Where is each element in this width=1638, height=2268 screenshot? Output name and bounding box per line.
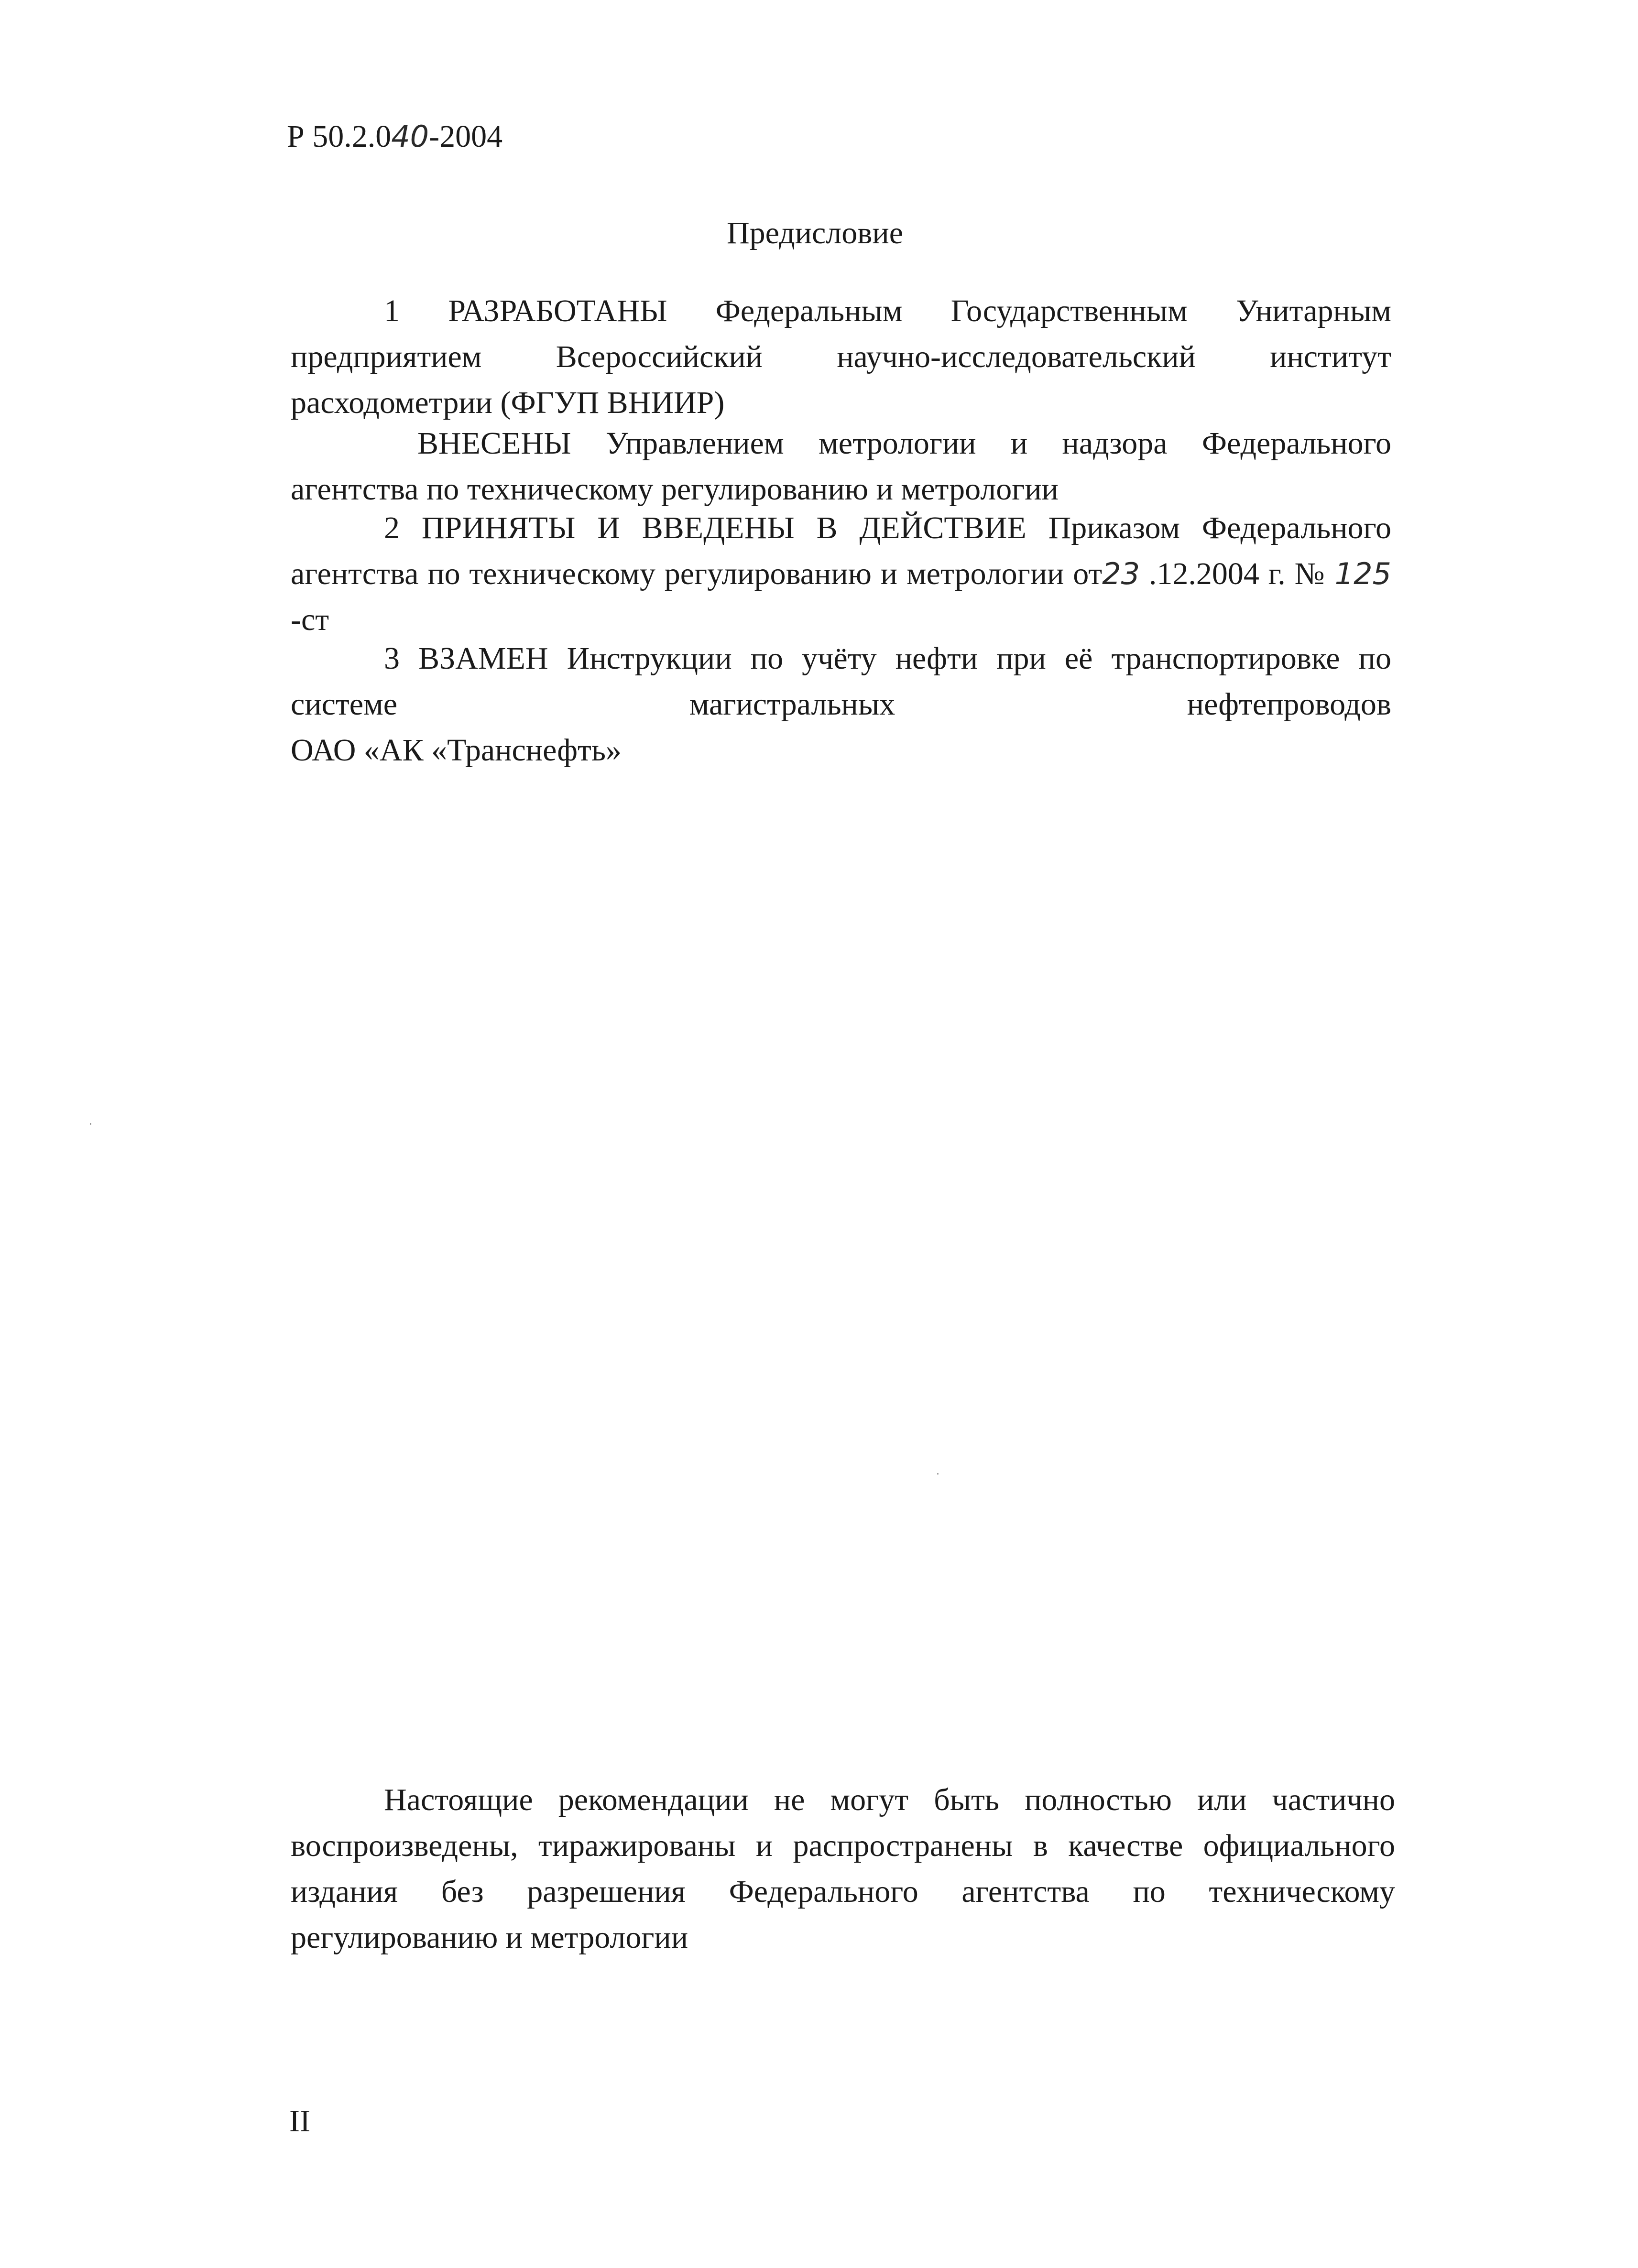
copyright-notice-text: Настоящие рекомендации не могут быть полностью или частично воспроизведены, тиражированы и распространены в качестве официального издания без разрешения Федерального агентства по техническому регулированию и метрологии xyxy=(291,1782,1395,1955)
document-number xyxy=(287,114,502,160)
copyright-notice xyxy=(291,1777,1395,1961)
item-developed xyxy=(291,288,1391,426)
doc-number-handwritten: 40 xyxy=(391,119,429,154)
item-adopted-date-day: 23 xyxy=(1102,556,1140,591)
scan-speck xyxy=(90,1123,91,1125)
item-adopted-date-prefix: от xyxy=(1073,556,1103,591)
doc-number-prefix: Р 50.2.0 xyxy=(287,119,392,154)
item-replaces-lead: 3 ВЗАМЕН xyxy=(384,641,548,676)
item-adopted-order-number: 125 xyxy=(1334,556,1391,591)
item-replaces-text: Инструкции по учёту нефти при её транспортировке по системе магистральных нефтепроводов xyxy=(291,641,1391,722)
item-adopted-text: Приказом Федерального агентства по техническому регулированию и метрологии xyxy=(291,510,1391,591)
item-introduced-text: Управлением метрологии и надзора Федерального агентства по техническому регулированию и метрологии xyxy=(291,426,1391,507)
item-introduced-lead: ВНЕСЕНЫ xyxy=(417,426,571,461)
item-adopted-lead: 2 ПРИНЯТЫ И ВВЕДЕНЫ В ДЕЙСТВИЕ xyxy=(384,510,1026,545)
item-adopted-order-suffix: -ст xyxy=(291,602,329,637)
page-number: II xyxy=(289,2104,310,2138)
item-replaces xyxy=(291,636,1391,773)
item-developed-lead: 1 РАЗРАБОТАНЫ xyxy=(384,293,667,328)
item-introduced xyxy=(291,421,1391,512)
item-adopted-date-rest: .12.2004 г. № xyxy=(1140,556,1326,591)
scan-speck xyxy=(937,1473,939,1475)
item-adopted xyxy=(291,505,1391,643)
item-replaces-org: ОАО «АК «Транснефть» xyxy=(291,733,622,768)
page-title: Предисловие xyxy=(727,216,903,250)
doc-number-suffix: -2004 xyxy=(429,119,503,154)
item-developed-text: Федеральным Государственным Унитарным предприятием Всероссийский научно-исследовательский институт расходометрии (ФГУП ВНИИР) xyxy=(291,293,1391,420)
